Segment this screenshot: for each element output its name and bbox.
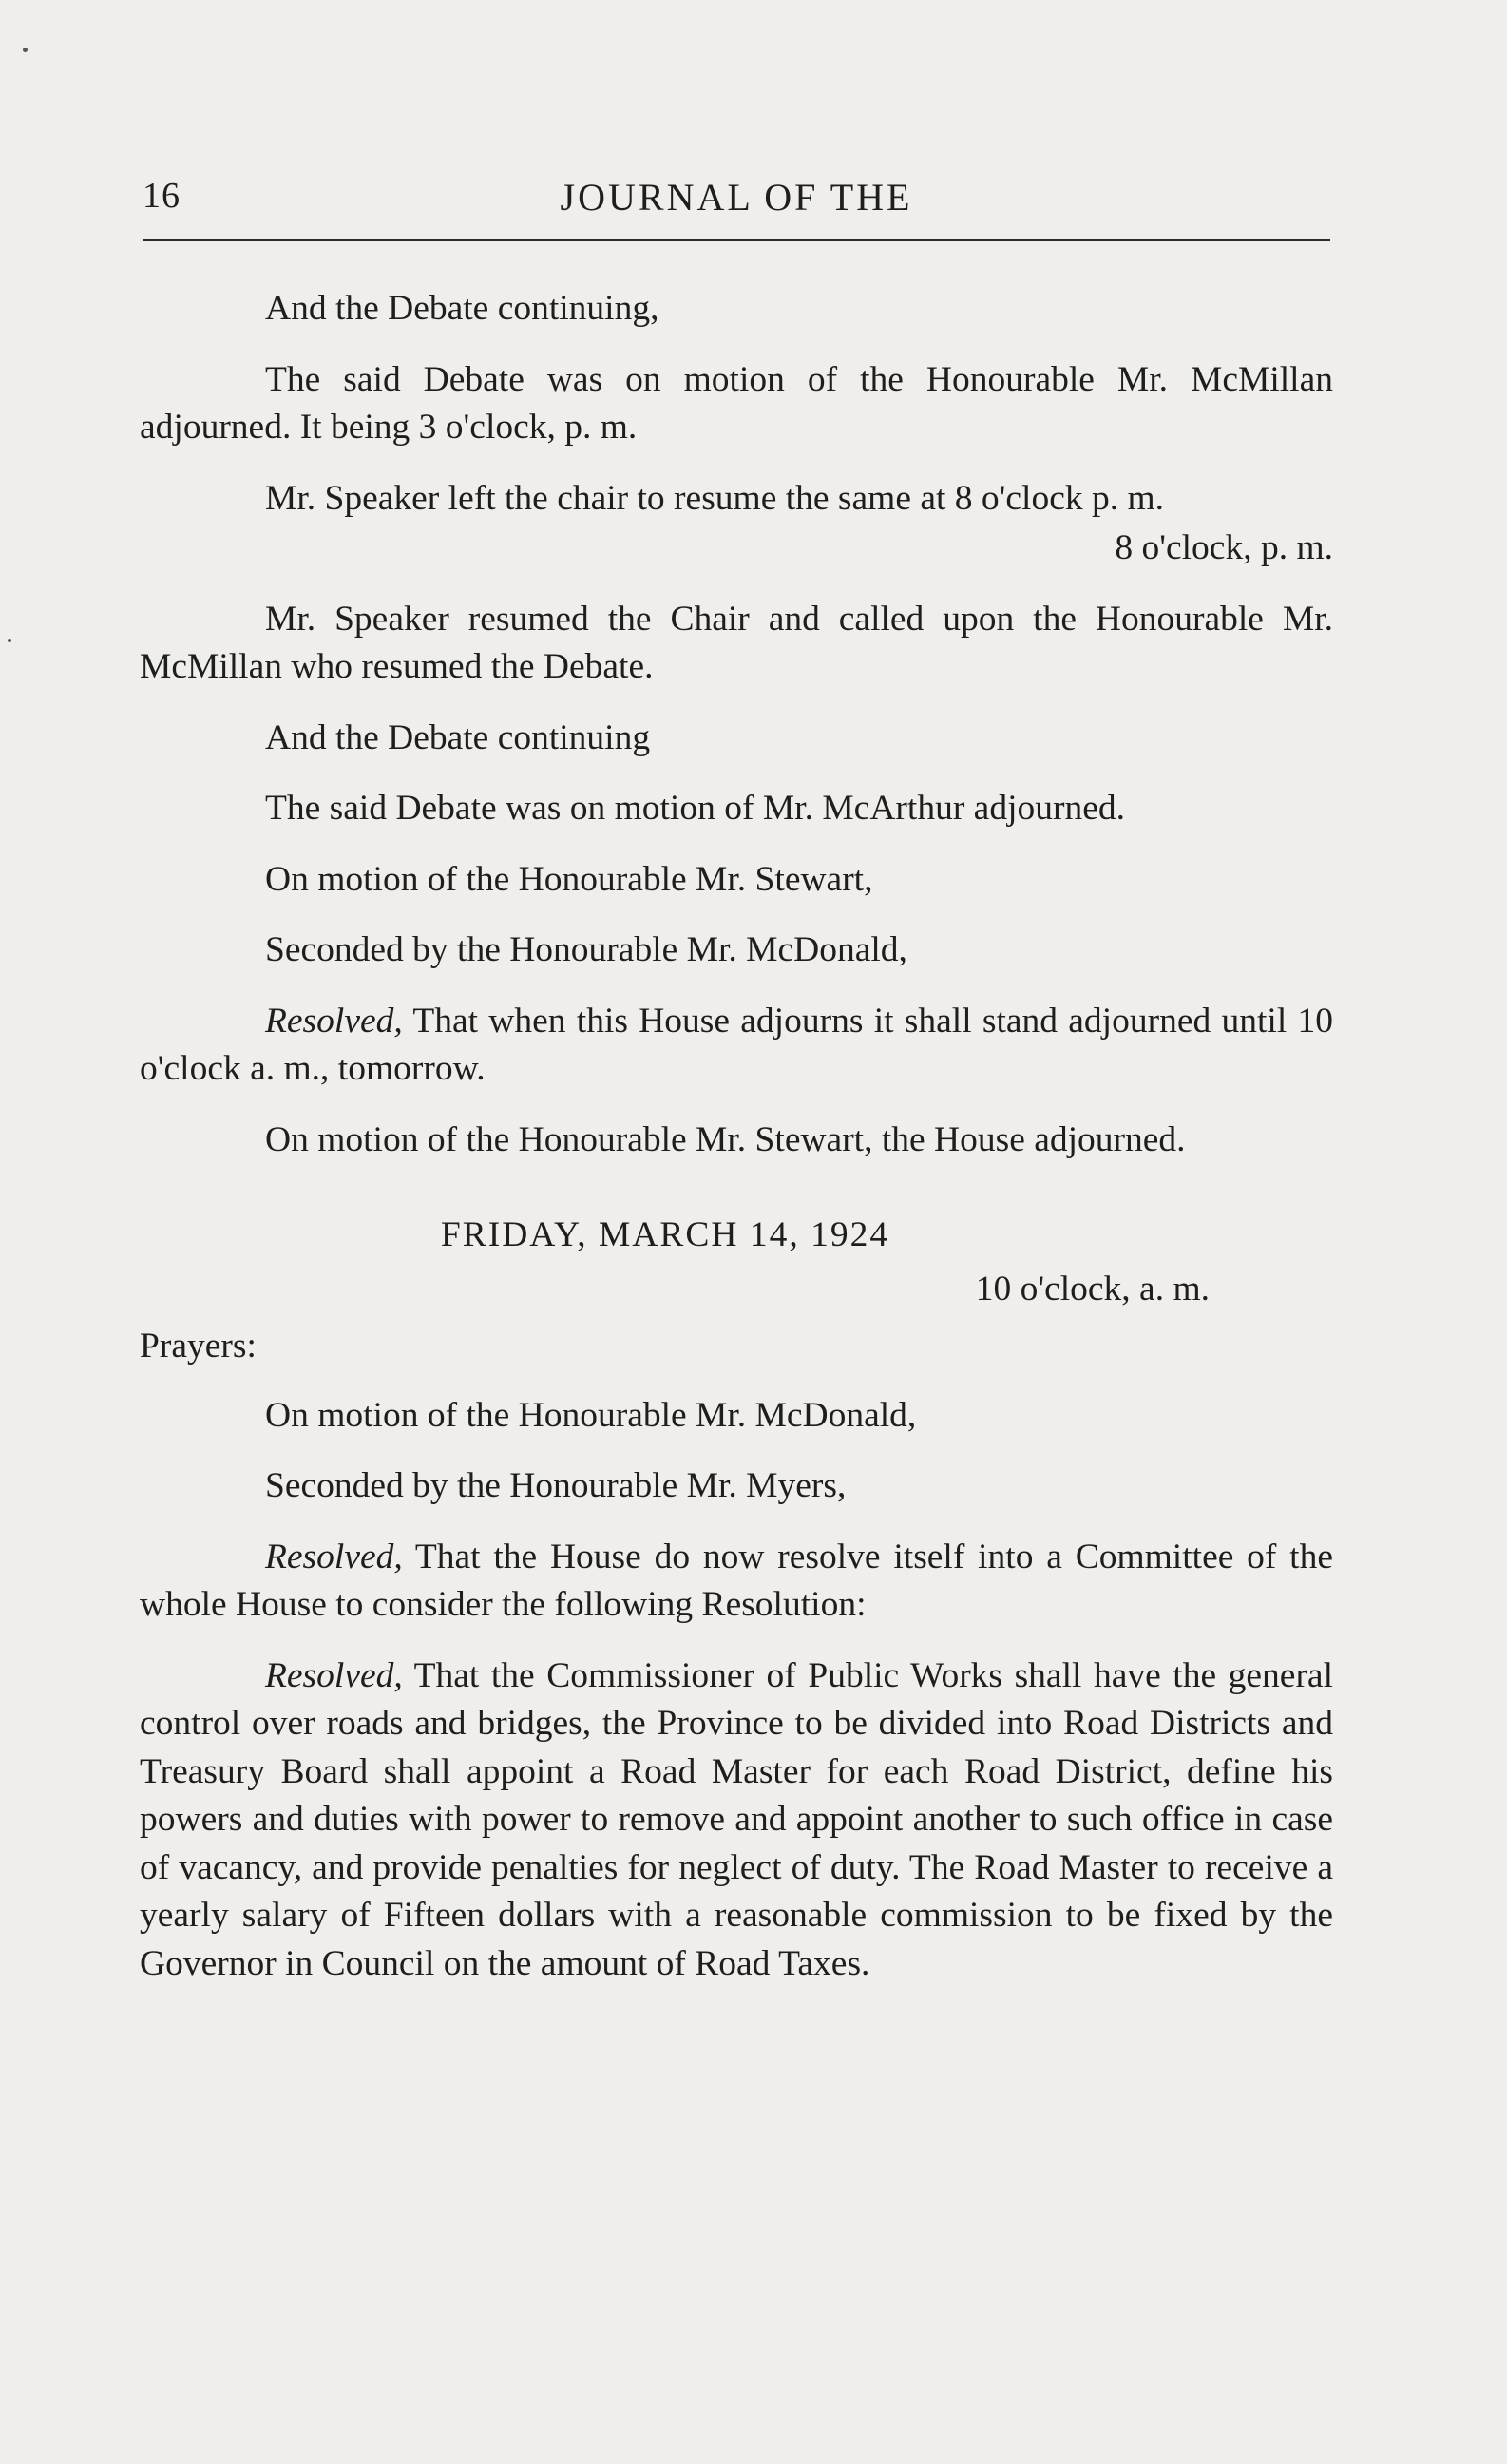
paragraph: And the Debate continuing,	[265, 289, 659, 328]
resolution-paragraph	[140, 998, 1333, 1094]
resolution-paragraph	[140, 1652, 1333, 1989]
paragraph: Seconded by the Honourable Mr. McDonald,	[265, 930, 907, 969]
resolved-label: Resolved,	[265, 1655, 403, 1695]
paragraph: Mr. Speaker left the chair to resume the same at 8 o'clock p. m.	[265, 478, 1165, 518]
paragraph: Seconded by the Honourable Mr. Myers,	[265, 1466, 847, 1505]
paragraph: On motion of the Honourable Mr. McDonald,	[265, 1395, 917, 1435]
resolution-text: That the House do now resolve itself into a Committee of the whole House to consider the following Resolution:	[140, 1537, 1333, 1624]
resolution-text: That the Commissioner of Public Works shall have the general control over roads and bridges, the Province to be divided into Road Districts and Treasury Board shall appoint a Road Master for each Road District, define his powers and duties with power to remove and appoint another to such office in case of vacancy, and provide penalties for neglect of duty. The Road Master to receive a yearly salary of Fifteen dollars with a reasonable commission to be fixed by the Governor in Council on the amount of Road Taxes.	[140, 1655, 1333, 1983]
resolved-label: Resolved,	[265, 1537, 403, 1576]
header-rule	[143, 239, 1330, 241]
journal-body	[140, 285, 1333, 2011]
prayers-label: Prayers:	[140, 1327, 257, 1366]
ink-speck	[8, 639, 11, 642]
resolved-label: Resolved,	[265, 1001, 403, 1041]
date-heading: FRIDAY, MARCH 14, 1924	[440, 1215, 890, 1254]
resolution-paragraph	[140, 1534, 1333, 1630]
paragraph: The said Debate was on motion of Mr. McArthur adjourned.	[265, 789, 1125, 828]
paragraph: And the Debate continuing	[265, 717, 651, 757]
paragraph: On motion of the Honourable Mr. Stewart,	[265, 859, 873, 899]
running-head: JOURNAL OF THE	[560, 176, 913, 219]
paragraph: The said Debate was on motion of the Honourable Mr. McMillan adjourned. It being 3 o'clock, p. m.	[140, 359, 1333, 447]
ink-speck	[23, 48, 28, 52]
paragraph: Mr. Speaker resumed the Chair and called upon the Honourable Mr. McMillan who resumed the Debate.	[140, 599, 1333, 686]
time-stamp: 8 o'clock, p. m.	[1115, 528, 1333, 567]
paragraph: On motion of the Honourable Mr. Stewart, the House adjourned.	[265, 1119, 1186, 1159]
page-header	[143, 169, 1330, 226]
page-number: 16	[143, 176, 181, 216]
time-stamp: 10 o'clock, a. m.	[975, 1269, 1210, 1308]
resolution-text: That when this House adjourns it shall stand adjourned until 10 o'clock a. m., tomorrow.	[140, 1001, 1333, 1088]
